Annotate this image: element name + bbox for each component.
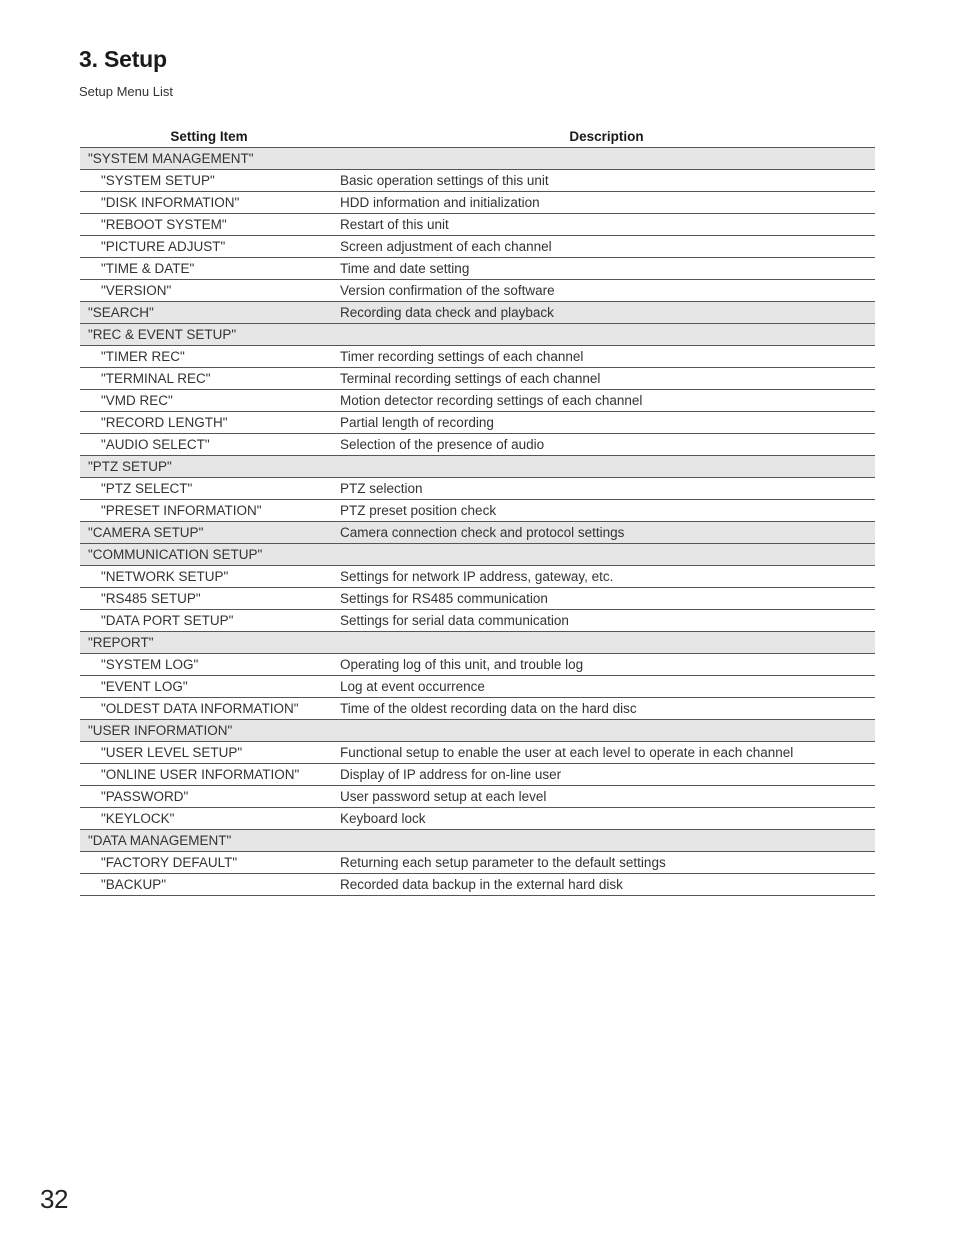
description-cell: PTZ preset position check [338,500,875,522]
table-row-category [80,830,875,852]
table-row-category [80,456,875,478]
table-row [80,390,875,412]
table-row-category [80,302,875,324]
description-cell: Motion detector recording settings of each channel [338,390,875,412]
description-cell: Restart of this unit [338,214,875,236]
table-header [80,125,875,148]
setting-item-cell: "KEYLOCK" [80,808,338,830]
setting-item-cell: "BACKUP" [80,874,338,896]
description-cell: Settings for network IP address, gateway, etc. [338,566,875,588]
setup-menu-table [80,125,875,896]
setting-item-cell: "AUDIO SELECT" [80,434,338,456]
table-row [80,258,875,280]
description-cell [338,830,875,852]
description-cell: PTZ selection [338,478,875,500]
setting-item-cell: "COMMUNICATION SETUP" [80,544,338,566]
page-subtitle: Setup Menu List [79,84,173,99]
table-row-category [80,720,875,742]
description-cell: Version confirmation of the software [338,280,875,302]
setting-item-cell: "USER INFORMATION" [80,720,338,742]
description-cell: HDD information and initialization [338,192,875,214]
table-row [80,742,875,764]
table-row [80,566,875,588]
setting-item-cell: "RECORD LENGTH" [80,412,338,434]
description-cell [338,324,875,346]
table-row [80,236,875,258]
setting-item-cell: "REBOOT SYSTEM" [80,214,338,236]
table-row [80,478,875,500]
table-row [80,280,875,302]
table-header-row [80,125,875,148]
table-row [80,170,875,192]
table-row [80,346,875,368]
table-row [80,874,875,896]
setting-item-cell: "TIME & DATE" [80,258,338,280]
description-cell: Log at event occurrence [338,676,875,698]
setting-item-cell: "DATA PORT SETUP" [80,610,338,632]
description-cell: Settings for serial data communication [338,610,875,632]
table-row [80,698,875,720]
setting-item-cell: "DISK INFORMATION" [80,192,338,214]
setting-item-cell: "TERMINAL REC" [80,368,338,390]
setting-item-cell: "REC & EVENT SETUP" [80,324,338,346]
setting-item-cell: "RS485 SETUP" [80,588,338,610]
table-row-category [80,324,875,346]
table-row [80,368,875,390]
description-cell: Time and date setting [338,258,875,280]
table-row [80,764,875,786]
description-cell [338,720,875,742]
table-row [80,654,875,676]
description-cell: Returning each setup parameter to the default settings [338,852,875,874]
description-cell [338,148,875,170]
setting-item-cell: "NETWORK SETUP" [80,566,338,588]
table-row [80,588,875,610]
description-cell [338,632,875,654]
table-row [80,192,875,214]
setting-item-cell: "PASSWORD" [80,786,338,808]
setting-item-cell: "TIMER REC" [80,346,338,368]
page-number: 32 [40,1184,68,1214]
description-cell: Camera connection check and protocol settings [338,522,875,544]
setting-item-cell: "SYSTEM SETUP" [80,170,338,192]
setting-item-cell: "VERSION" [80,280,338,302]
description-cell: User password setup at each level [338,786,875,808]
table-row [80,852,875,874]
description-cell: Functional setup to enable the user at each level to operate in each channel [338,742,875,764]
description-cell [338,456,875,478]
description-cell [338,544,875,566]
setting-item-cell: "PTZ SELECT" [80,478,338,500]
table-row [80,500,875,522]
column-header-description: Description [338,125,875,148]
description-cell: Selection of the presence of audio [338,434,875,456]
setting-item-cell: "DATA MANAGEMENT" [80,830,338,852]
description-cell: Time of the oldest recording data on the hard disc [338,698,875,720]
setting-item-cell: "VMD REC" [80,390,338,412]
table-row-category [80,544,875,566]
table-row [80,610,875,632]
description-cell: Screen adjustment of each channel [338,236,875,258]
table-body [80,148,875,896]
setting-item-cell: "OLDEST DATA INFORMATION" [80,698,338,720]
description-cell: Operating log of this unit, and trouble log [338,654,875,676]
table-row [80,412,875,434]
setting-item-cell: "FACTORY DEFAULT" [80,852,338,874]
page-title: 3. Setup [79,46,167,72]
setting-item-cell: "USER LEVEL SETUP" [80,742,338,764]
setting-item-cell: "PTZ SETUP" [80,456,338,478]
setting-item-cell: "EVENT LOG" [80,676,338,698]
setting-item-cell: "SEARCH" [80,302,338,324]
description-cell: Basic operation settings of this unit [338,170,875,192]
table-row-category [80,632,875,654]
description-cell: Partial length of recording [338,412,875,434]
table-row [80,808,875,830]
setting-item-cell: "PRESET INFORMATION" [80,500,338,522]
table-row-category [80,148,875,170]
description-cell: Recording data check and playback [338,302,875,324]
description-cell: Terminal recording settings of each channel [338,368,875,390]
description-cell: Recorded data backup in the external hard disk [338,874,875,896]
description-cell: Display of IP address for on-line user [338,764,875,786]
description-cell: Timer recording settings of each channel [338,346,875,368]
setting-item-cell: "PICTURE ADJUST" [80,236,338,258]
table-row [80,214,875,236]
setting-item-cell: "SYSTEM MANAGEMENT" [80,148,338,170]
setting-item-cell: "REPORT" [80,632,338,654]
description-cell: Keyboard lock [338,808,875,830]
table-row [80,786,875,808]
setting-item-cell: "ONLINE USER INFORMATION" [80,764,338,786]
table-row-category [80,522,875,544]
table-row [80,434,875,456]
setting-item-cell: "CAMERA SETUP" [80,522,338,544]
column-header-setting-item: Setting Item [80,125,338,148]
table-row [80,676,875,698]
description-cell: Settings for RS485 communication [338,588,875,610]
setting-item-cell: "SYSTEM LOG" [80,654,338,676]
